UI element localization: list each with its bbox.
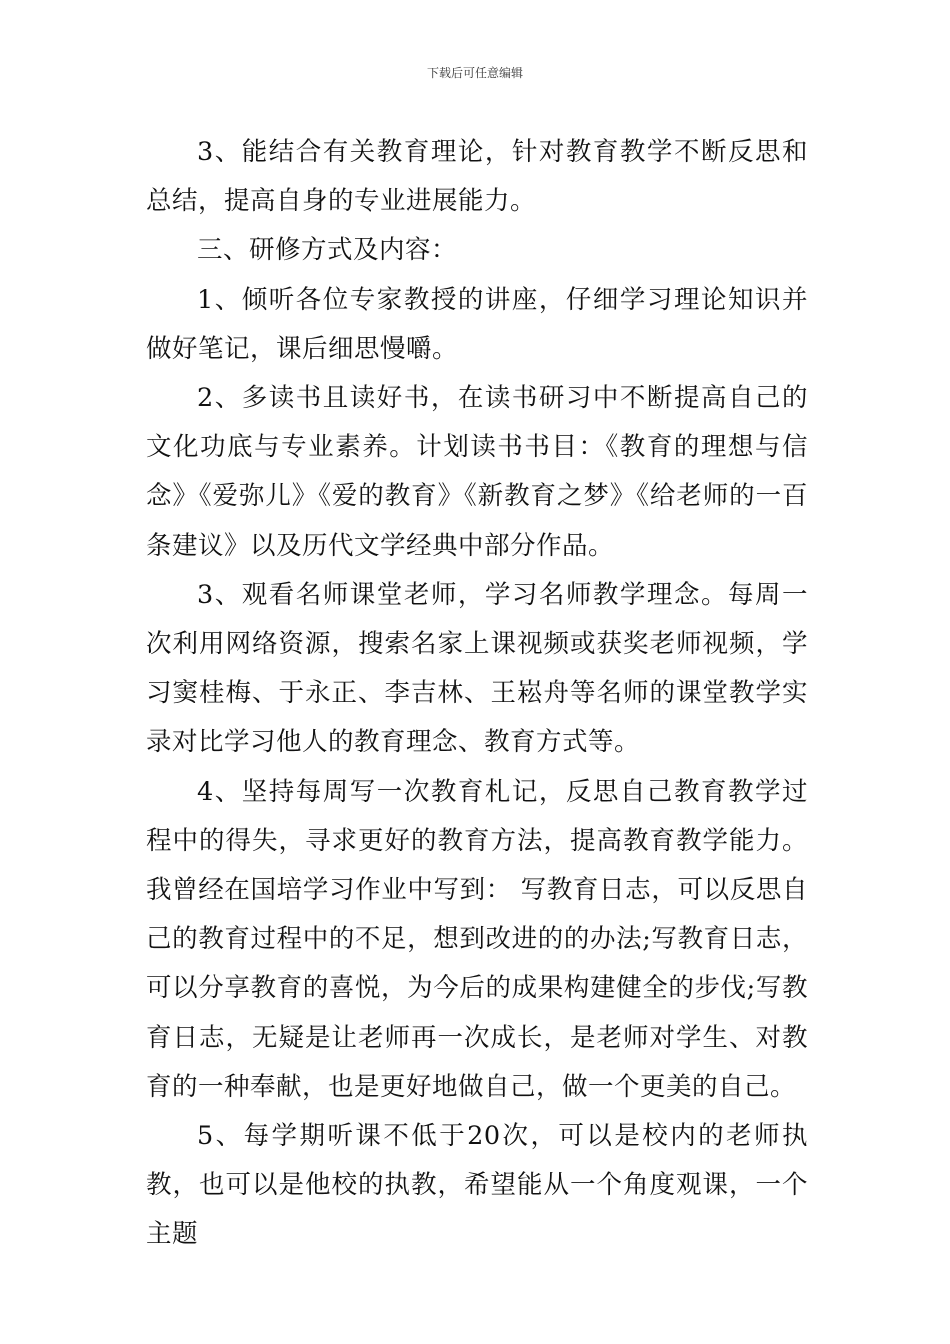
section-heading: 三、研修方式及内容： xyxy=(197,235,458,266)
paragraph-2: 1、倾听各位专家教授的讲座，仔细学习理论知识并做好笔记，课后细思慢嚼。 xyxy=(146,284,808,364)
paragraph-4: 3、观看名师课堂老师，学习名师教学理念。每周一次利用网络资源，搜索名家上课视频或获奖老师视频，学习窦桂梅、于永正、李吉林、王崧舟等名师的课堂教学实录对比学习他人的教育理念、教育方式等。 xyxy=(146,579,808,758)
body-text xyxy=(146,128,808,1260)
page-header: 下载后可任意编辑 xyxy=(426,66,523,80)
paragraph-3: 2、多读书且读好书，在读书研习中不断提高自己的文化功底与专业素养。计划读书书目：《教育的理想与信念》《爱弥儿》《爱的教育》《新教育之梦》《给老师的一百条建议》以及历代文学经典中部分作品。 xyxy=(146,383,808,561)
paragraph-1: 3、能结合有关教育理论，针对教育教学不断反思和总结，提高自身的专业进展能力。 xyxy=(146,137,808,217)
paragraph-6: 5、每学期听课不低于20次，可以是校内的老师执教，也可以是他校的执教，希望能从一个角度观课，一个主题 xyxy=(146,1121,808,1250)
paragraph-5: 4、坚持每周写一次教育札记，反思自己教育教学过程中的得失，寻求更好的教育方法，提高教育教学能力。我曾经在国培学习作业中写到： 写教育日志，可以反思自己的教育过程中的不足，想到改进的的办法;写教育日志，可以分享教育的喜悦，为今后的成果构建健全的步伐;写教育日志，无疑是让老师再一次成长，是老师对学生、对教育的一种奉献，也是更好地做自己，做一个更美的自己。 xyxy=(146,776,808,1102)
